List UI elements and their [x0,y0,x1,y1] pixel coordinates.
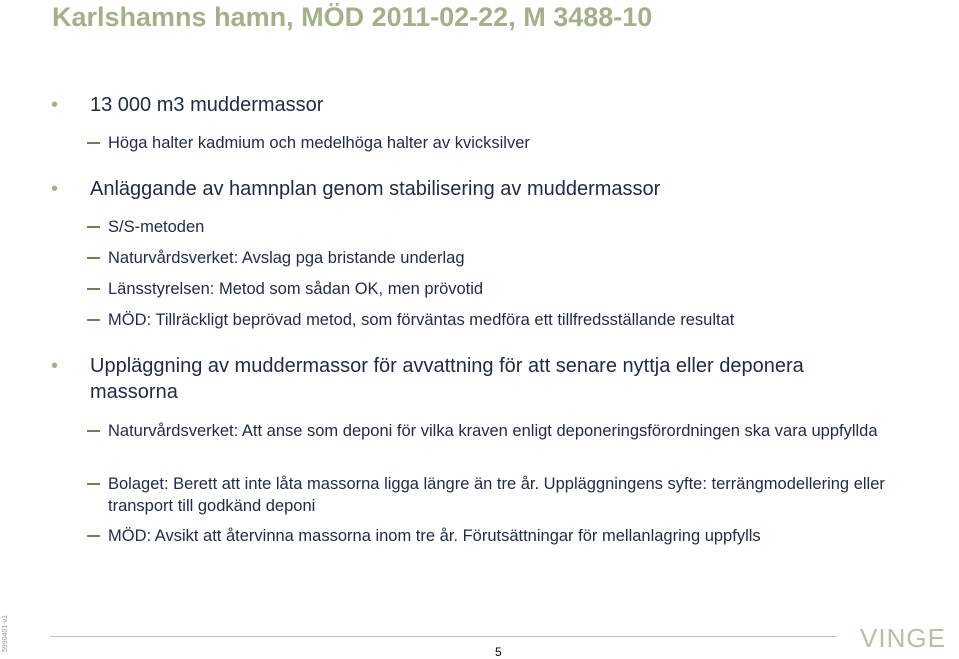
bullet-dot-icon: • [51,178,59,200]
footer-divider [50,636,837,637]
sub-bullet-item [108,278,938,300]
bullet-item [51,353,880,405]
sub-bullet-item [108,420,948,442]
sub-bullet-item [108,309,938,331]
bullet-text: Anläggande av hamnplan genom stabilisering av muddermassor [90,178,661,200]
bullet-text: 13 000 m3 muddermassor [90,94,324,116]
dash-icon [87,319,100,321]
vinge-logo: VINGE [860,623,946,653]
sub-bullet-item [108,216,938,238]
document-id: 5990401-v1 [2,615,9,652]
page-number: 5 [495,645,502,659]
sub-bullet-item [108,525,948,547]
sub-bullet-item [108,247,938,269]
dash-icon [87,226,100,228]
bullet-text: Uppläggning av muddermassor för avvattning för att senare nyttja eller deponera massorna [90,355,804,403]
sub-bullet-text: Länsstyrelsen: Metod som sådan OK, men prövotid [108,280,484,298]
bullet-item [51,92,890,118]
sub-bullet-text: Naturvårdsverket: Avslag pga bristande underlag [108,249,465,267]
bullet-dot-icon: • [51,355,59,377]
sub-bullet-item [108,132,938,154]
dash-icon [87,483,100,485]
slide-title: Karlshamns hamn, MÖD 2011-02-22, M 3488-10 [52,2,653,32]
dash-icon [87,535,100,537]
sub-bullet-text: Naturvårdsverket: Att anse som deponi för vilka kraven enligt deponeringsförordningen ska vara uppfyllda [108,422,878,440]
sub-bullet-text: MÖD: Avsikt att återvinna massorna inom tre år. Förutsättningar för mellanlagring uppfylls [108,527,761,545]
dash-icon [87,288,100,290]
dash-icon [87,430,100,432]
sub-bullet-text: S/S-metoden [108,218,205,236]
sub-bullet-item [108,473,908,517]
sub-bullet-text: Bolaget: Berett att inte låta massorna ligga längre än tre år. Uppläggningens syfte: terrängmodellering eller transport till godkänd deponi [108,475,885,515]
dash-icon [87,142,100,144]
bullet-item [51,176,890,202]
dash-icon [87,257,100,259]
bullet-dot-icon: • [51,94,59,116]
sub-bullet-text: MÖD: Tillräckligt beprövad metod, som förväntas medföra ett tillfredsställande resultat [108,311,735,329]
sub-bullet-text: Höga halter kadmium och medelhöga halter av kvicksilver [108,134,530,152]
